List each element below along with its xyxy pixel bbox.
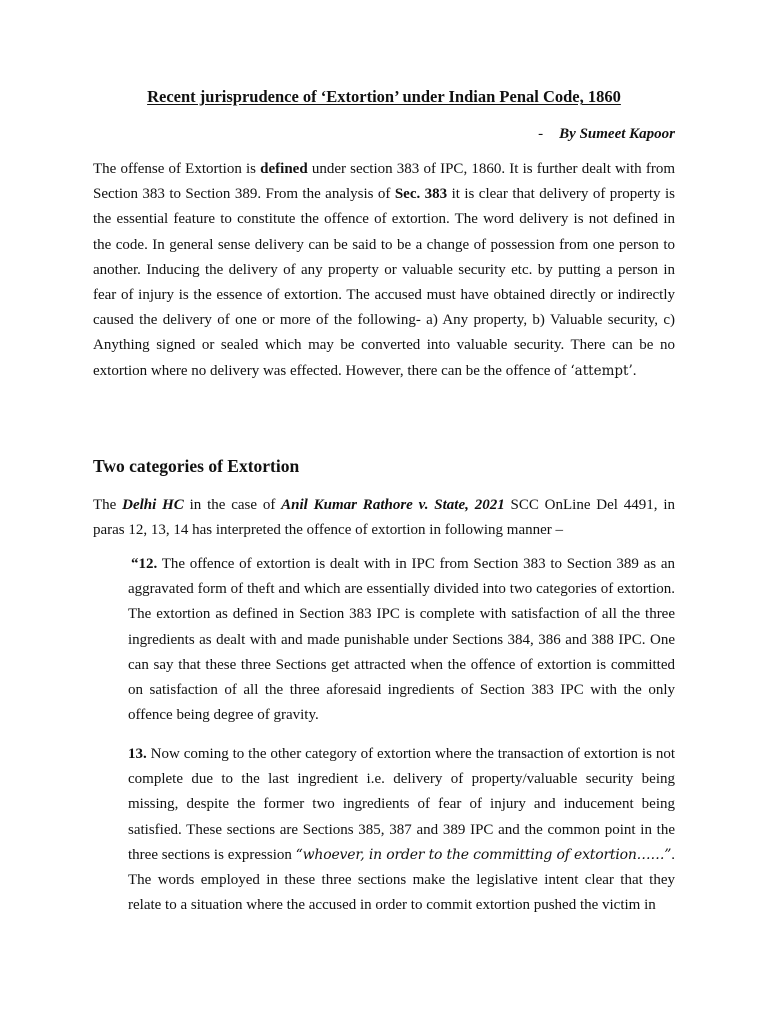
para1-text-3: it is clear that delivery of property is the essential feature to constitute the offence of extortion. The word delivery is not defined in the code. In general sense delivery can be said to be a change of possession from one person to another. Inducing the delivery of any property or valuable security etc. by putting a person in fear of injury is the essence of extortion. The accused must have obtained directly or indirectly caused the delivery of one or more of the following- a) Any property, b) Valuable security, c) Anything signed or sealed which may be converted into valuable security. There can be no extortion where no delivery was effected. However, there can be the offence of — [93, 186, 675, 379]
section-heading: Two categories of Extortion — [93, 456, 300, 476]
para2-court: Delhi HC — [122, 497, 184, 513]
para1-text-5: . — [632, 362, 637, 379]
para-13-text-2: . The words employed in these three sections make the legislative intent clear that they relate to a situation where the accused in order to commit extortion pushed the victim in — [128, 846, 675, 914]
quote-para-12 — [128, 552, 675, 728]
para-12-number: “12. — [131, 556, 158, 572]
para-12-text: The offence of extortion is dealt with in IPC from Section 383 to Section 389 as an aggravated form of theft and which are essentially divided into two categories of extortion. The extortion as defined in Section 383 IPC is complete with satisfaction of all the three ingredients as dealt with and made punishable under Sections 384, 386 and 388 IPC. One can say that these three Sections get attracted when the offence of extortion is committed on satisfaction of all the three aforesaid ingredients of Section 383 IPC with the only offence being degree of gravity. — [128, 556, 675, 724]
para1-text-2: under section 383 of IPC, 1860. It is further dealt with from Section 383 to Section 389. From the analysis of — [93, 161, 676, 203]
para1-bold-section: Sec. 383 — [394, 186, 448, 203]
quote-para-13 — [128, 742, 675, 918]
para-13-text-1: Now coming to the other category of extortion where the transaction of extortion is not complete due to the last ingredient i.e. delivery of property/valuable security being missing, despite the former two ingredients of fear of injury and inducement being satisfied. These sections are Sections 385, 387 and 389 IPC and the common point in the three sections is expression — [128, 746, 675, 863]
document-title: Recent jurisprudence of ‘Extortion’ under Indian Penal Code, 1860 — [147, 87, 621, 106]
para1-text-1: The offense of Extortion is — [93, 161, 261, 177]
para-13-expression: “whoever, in order to the committing of extortion……” — [295, 846, 672, 863]
para2-text-2: in the case of — [183, 497, 282, 513]
para-13-number: 13. — [128, 746, 147, 762]
para2-case-name: Anil Kumar Rathore v. State, 2021 — [281, 497, 505, 513]
para2-text-3: SCC OnLine Del 4491, in paras 12, 13, 14 has interpreted the offence of extortion in following manner – — [93, 497, 676, 539]
para1-bold-defined: defined — [260, 161, 308, 177]
case-intro-paragraph — [93, 493, 675, 543]
author-dash: - — [538, 126, 544, 142]
author-line — [538, 126, 675, 143]
para2-text-1: The — [93, 497, 123, 513]
para1-attempt: ‘attempt’ — [570, 362, 633, 379]
author-name: By Sumeet Kapoor — [559, 126, 675, 142]
intro-paragraph — [93, 157, 675, 384]
